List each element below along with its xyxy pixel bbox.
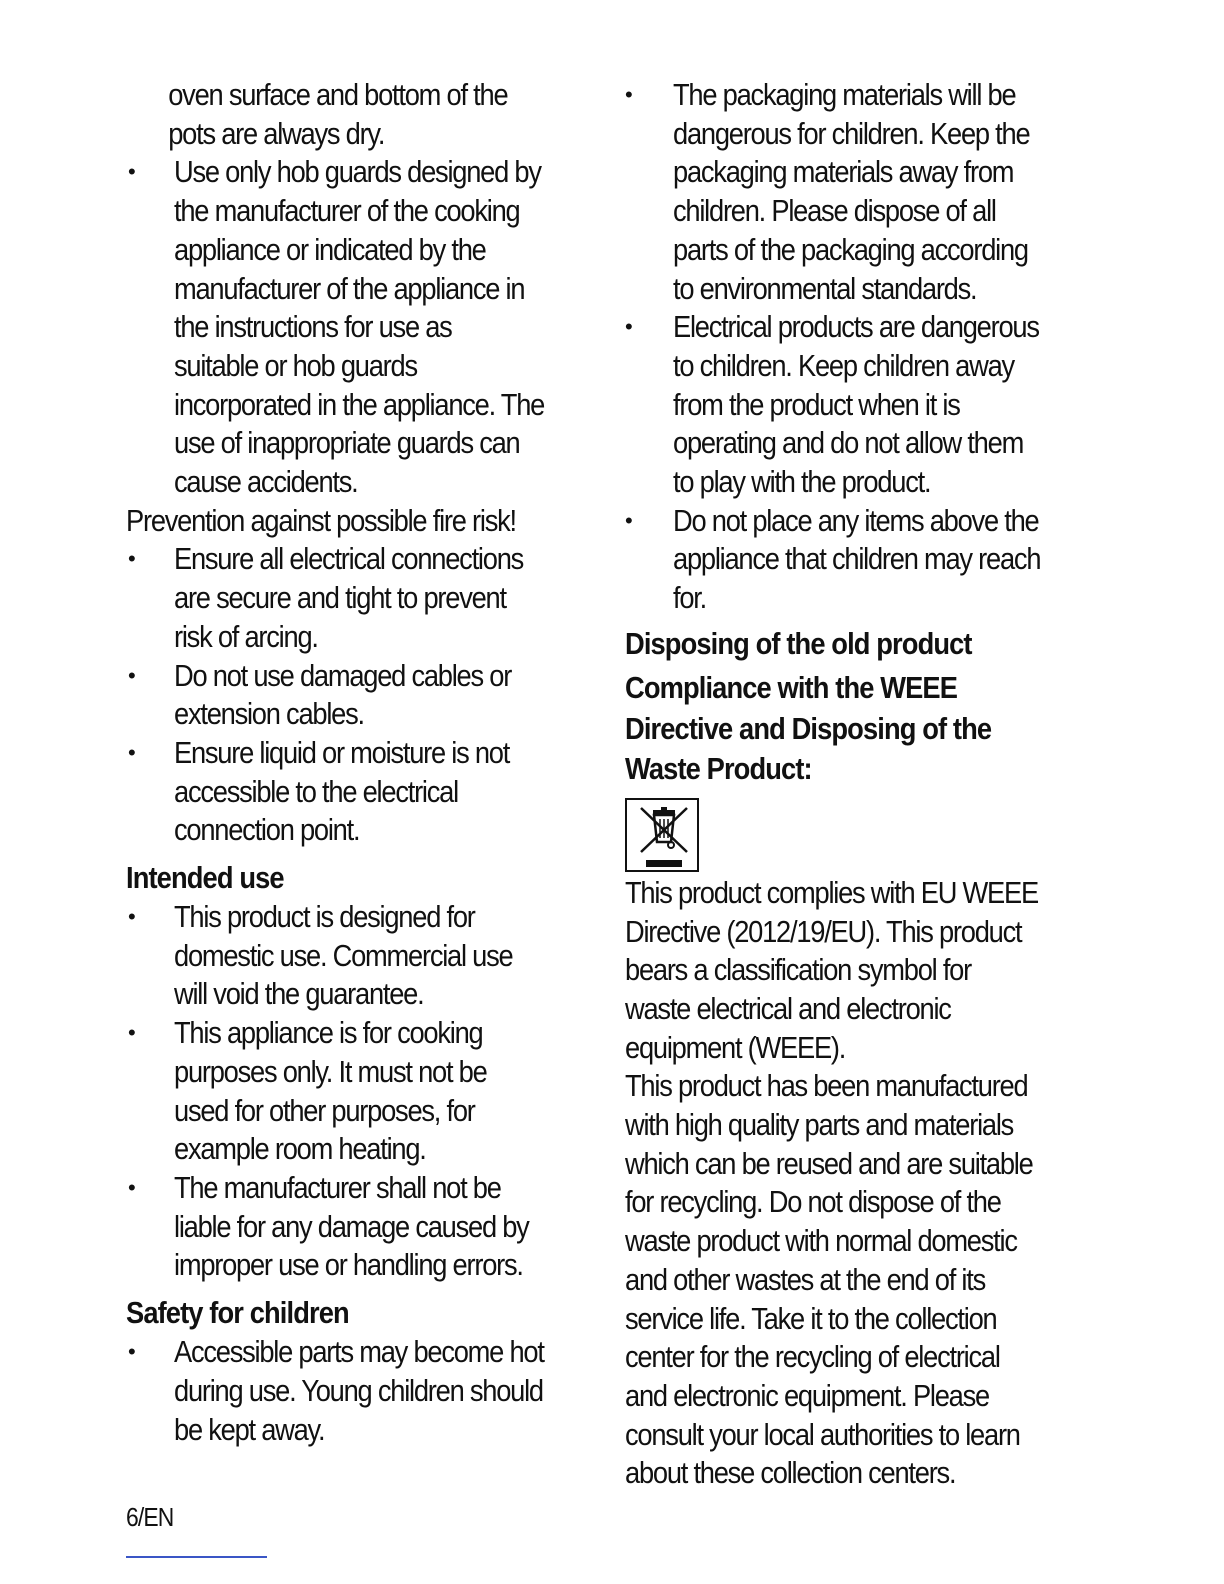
fire-risk-label: Prevention against possible fire risk! — [126, 502, 516, 538]
list-item — [126, 1014, 594, 1169]
continuation-text: oven surface and bottom of the pots are always dry. — [168, 77, 508, 151]
list-item — [625, 76, 1095, 308]
bullet: • — [128, 1174, 136, 1200]
intended-item-text: This appliance is for cooking purposes only. It must not be used for other purposes, for example room heating. — [174, 1015, 487, 1167]
weee-paragraph-1: This product complies with EU WEEE Directive (2012/19/EU). This product bears a classification symbol for waste electrical and electronic equipment (WEEE). — [625, 874, 1038, 1065]
disposing-heading: Disposing of the old product — [625, 625, 972, 661]
bullet: • — [128, 739, 136, 765]
list-item — [625, 308, 1095, 502]
intended-item-text: This product is designed for domestic use. Commercial use will void the guarantee. — [174, 899, 513, 1012]
bullet: • — [128, 904, 136, 930]
bullet: • — [625, 507, 633, 533]
safety-children-heading: Safety for children — [126, 1295, 349, 1331]
list-item — [126, 898, 594, 1014]
bullet: • — [128, 1339, 136, 1365]
weee-paragraph-2: This product has been manufactured with high quality parts and materials which can be reused and are suitable for recycling. Do not dispose of the waste product with normal domestic and other wastes at the end of its service life. Take it to the collection center for the recycling of electrical and electronic equipment. Please consult your local authorities to learn about these collection centers. — [625, 1068, 1033, 1491]
fire-item-text: Do not use damaged cables or extension cables. — [174, 657, 512, 732]
bullet: • — [128, 159, 136, 185]
bullet: • — [128, 1020, 136, 1046]
fire-item-text: Ensure all electrical connections are secure and tight to prevent risk of arcing. — [174, 541, 524, 654]
left-column — [126, 76, 594, 1449]
list-item — [126, 1333, 594, 1449]
hob-guards-text: Use only hob guards designed by the manufacturer of the cooking appliance or indicated by the manufacturer of the appliance in the instructions for use as suitable or hob guards incorporated in the appliance. The use of inappropriate guards can cause accidents. — [174, 154, 545, 500]
children-item-text: Do not place any items above the appliance that children may reach for. — [673, 502, 1041, 616]
list-item — [126, 734, 594, 850]
bullet: • — [128, 546, 136, 572]
list-item — [126, 657, 594, 734]
right-column — [625, 76, 1095, 1493]
weee-heading: Compliance with the WEEE Directive and Disposing of the Waste Product: — [625, 670, 992, 787]
list-item — [625, 502, 1095, 618]
children-item-text: Electrical products are dangerous to children. Keep children away from the product when it is operating and do not allow them to play with the product. — [673, 309, 1039, 500]
bullet: • — [625, 82, 633, 107]
intended-use-heading: Intended use — [126, 860, 284, 896]
bullet: • — [128, 662, 136, 688]
list-item — [126, 153, 594, 501]
bullet: • — [625, 314, 633, 340]
fire-item-text: Ensure liquid or moisture is not accessible to the electrical connection point. — [174, 734, 510, 848]
footer-rule — [126, 1556, 267, 1558]
list-item — [126, 540, 594, 656]
list-item — [126, 1169, 594, 1285]
children-item-text: Accessible parts may become hot during use. Young children should be kept away. — [174, 1334, 544, 1447]
crossed-out-wheeled-bin-icon — [625, 798, 699, 872]
children-item-text: The packaging materials will be dangerous for children. Keep the packaging materials away from children. Please dispose of all parts of the packaging according to environmental standards. — [673, 77, 1030, 306]
page-number: 6/EN — [126, 1502, 174, 1532]
intended-item-text: The manufacturer shall not be liable for any damage caused by improper use or handling errors. — [174, 1169, 529, 1283]
